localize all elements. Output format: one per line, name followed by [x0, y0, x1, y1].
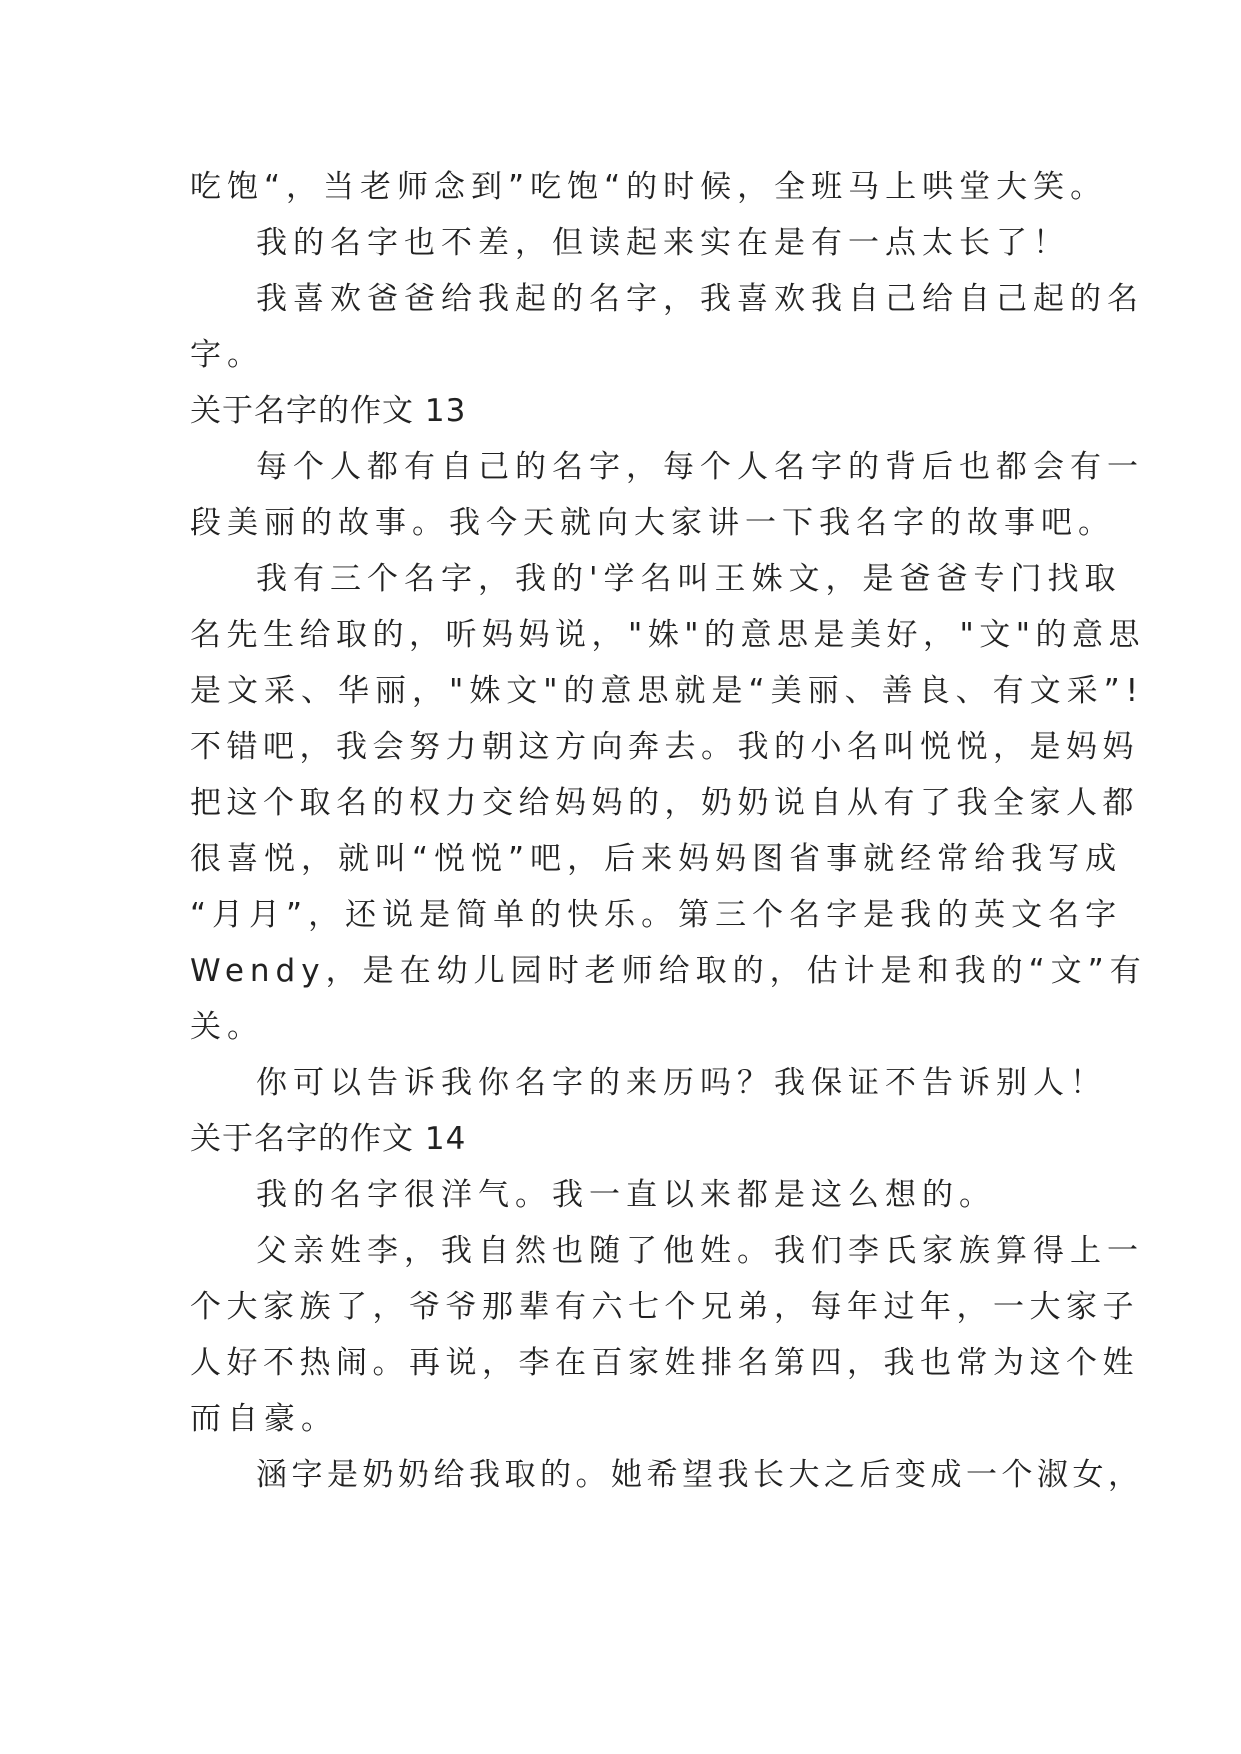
text-line: 人好不热闹。再说，李在百家姓排名第四，我也常为这个姓 [190, 1345, 1139, 1381]
text-line: 我喜欢爸爸给我起的名字，我喜欢我自己给自己起的名 [256, 281, 1144, 317]
text-line: 涵字是奶奶给我取的。她希望我长大之后变成一个淑女， [256, 1457, 1144, 1493]
text-line: 你可以告诉我你名字的来历吗？我保证不告诉别人！ [256, 1065, 1107, 1101]
text-line: 不错吧，我会努力朝这方向奔去。我的小名叫悦悦，是妈妈 [190, 729, 1139, 765]
text-line: 吃饱“，当老师念到”吃饱“的时候，全班马上哄堂大笑。 [190, 169, 1108, 205]
section-heading: 关于名字的作文 13 [190, 393, 467, 429]
text-line: 父亲姓李，我自然也随了他姓。我们李氏家族算得上一 [256, 1233, 1144, 1269]
section-heading: 关于名字的作文 14 [190, 1121, 467, 1157]
text-line: 我的名字也不差，但读起来实在是有一点太长了！ [256, 225, 1070, 261]
text-line: 我有三个名字，我的'学名叫王姝文，是爸爸专门找取 [256, 561, 1122, 597]
text-line: 名先生给取的，听妈妈说，"姝"的意思是美好，"文"的意思 [190, 617, 1146, 653]
text-line: 每个人都有自己的名字，每个人名字的背后也都会有一 [256, 449, 1144, 485]
text-line: Wendy，是在幼儿园时老师给取的，估计是和我的“文”有 [190, 953, 1147, 989]
text-line: 字。 [190, 337, 264, 373]
text-line: 个大家族了，爷爷那辈有六七个兄弟，每年过年，一大家子 [190, 1289, 1139, 1325]
text-line: 我的名字很洋气。我一直以来都是这么想的。 [256, 1177, 996, 1213]
text-line: 是文采、华丽，"姝文"的意思就是“美丽、善良、有文采”! [190, 673, 1145, 709]
text-line: 而自豪。 [190, 1401, 338, 1437]
text-line: 把这个取名的权力交给妈妈的，奶奶说自从有了我全家人都 [190, 785, 1139, 821]
text-line: 关。 [190, 1009, 264, 1045]
text-line: 很喜悦，就叫“悦悦”吧，后来妈妈图省事就经常给我写成 [190, 841, 1123, 877]
text-line: 段美丽的故事。我今天就向大家讲一下我名字的故事吧。 [190, 505, 1115, 541]
text-line: “月月”，还说是简单的快乐。第三个名字是我的英文名字 [190, 897, 1123, 933]
